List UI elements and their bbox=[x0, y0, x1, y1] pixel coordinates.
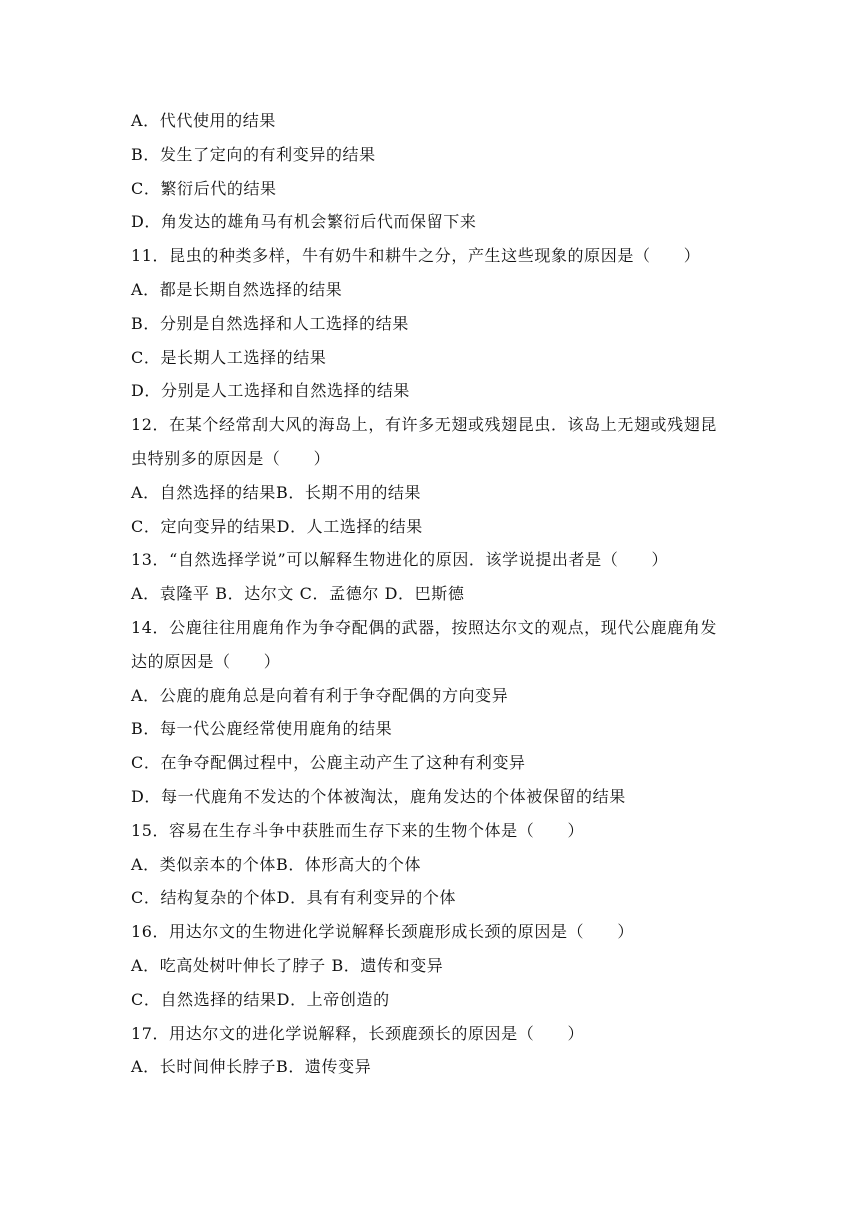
question-14: 14．公鹿往往用鹿角作为争夺配偶的武器，按照达尔文的观点，现代公鹿鹿角发 bbox=[131, 617, 717, 637]
option-text: C．定向变异的结果D．人工选择的结果 bbox=[131, 516, 423, 536]
option-text: D．角发达的雄角马有机会繁衍后代而保留下来 bbox=[131, 212, 477, 232]
question-11: 11．昆虫的种类多样，牛有奶牛和耕牛之分，产生这些现象的原因是（ ） bbox=[131, 246, 701, 266]
option-text: B．每一代公鹿经常使用鹿角的结果 bbox=[131, 719, 393, 739]
question-12-continued: 虫特别多的原因是（ ） bbox=[131, 448, 331, 468]
option-text: A．袁隆平 B．达尔文 C．孟德尔 D．巴斯德 bbox=[131, 584, 465, 604]
option-text: C．结构复杂的个体D．具有有利变异的个体 bbox=[131, 888, 457, 908]
option-text: C．自然选择的结果D．上帝创造的 bbox=[131, 989, 390, 1009]
option-text: A．类似亲本的个体B．体形高大的个体 bbox=[131, 854, 422, 874]
question-16: 16．用达尔文的生物进化学说解释长颈鹿形成长颈的原因是（ ） bbox=[131, 922, 634, 942]
question-14-continued: 达的原因是（ ） bbox=[131, 651, 281, 671]
option-text: D．每一代鹿角不发达的个体被淘汰，鹿角发达的个体被保留的结果 bbox=[131, 786, 626, 806]
option-text: C．繁衍后代的结果 bbox=[131, 178, 277, 198]
option-text: C．是长期人工选择的结果 bbox=[131, 347, 327, 367]
question-13: 13．“自然选择学说”可以解释生物进化的原因．该学说提出者是（ ） bbox=[131, 550, 669, 570]
option-text: D．分别是人工选择和自然选择的结果 bbox=[131, 381, 411, 401]
question-15: 15．容易在生存斗争中获胜而生存下来的生物个体是（ ） bbox=[131, 820, 585, 840]
option-text: A．代代使用的结果 bbox=[131, 111, 276, 130]
question-17: 17．用达尔文的进化学说解释，长颈鹿颈长的原因是（ ） bbox=[131, 1023, 585, 1043]
option-text: A．长时间伸长脖子B．遗传变异 bbox=[131, 1057, 372, 1077]
option-text: A．自然选择的结果B．长期不用的结果 bbox=[131, 482, 422, 502]
option-text: B．分别是自然选择和人工选择的结果 bbox=[131, 313, 409, 333]
option-text: A．都是长期自然选择的结果 bbox=[131, 279, 343, 299]
question-text bbox=[131, 108, 751, 1088]
option-text: A．公鹿的鹿角总是向着有利于争夺配偶的方向变异 bbox=[131, 685, 509, 705]
option-text: A．吃高处树叶伸长了脖子 B．遗传和变异 bbox=[131, 955, 444, 975]
option-text: B．发生了定向的有利变异的结果 bbox=[131, 144, 376, 164]
option-text: C．在争夺配偶过程中，公鹿主动产生了这种有利变异 bbox=[131, 753, 526, 773]
question-12: 12．在某个经常刮大风的海岛上，有许多无翅或残翅昆虫．该岛上无翅或残翅昆 bbox=[131, 415, 717, 435]
